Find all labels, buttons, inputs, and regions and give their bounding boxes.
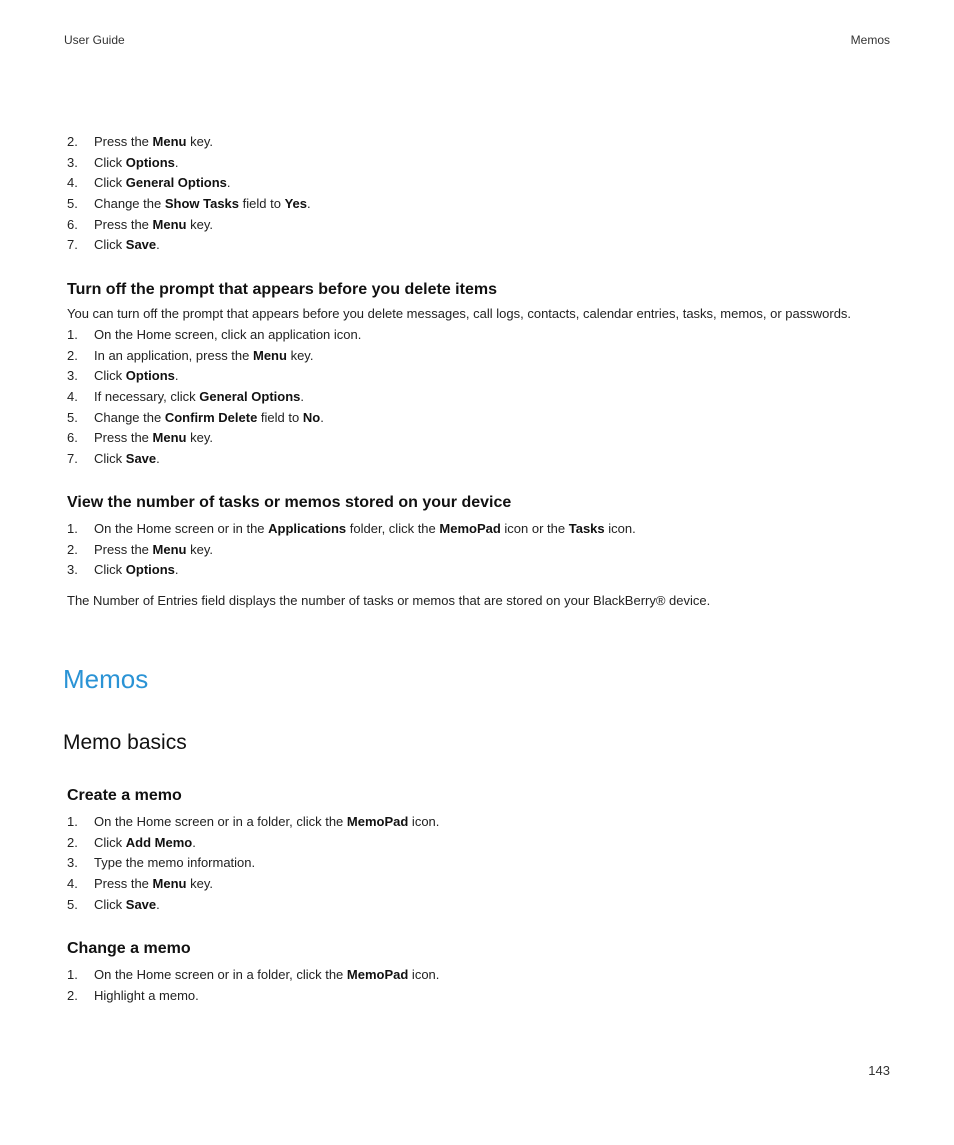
step-item xyxy=(67,853,439,874)
step-text: On the Home screen or in a folder, click the xyxy=(94,967,347,982)
step-item xyxy=(67,346,361,367)
step-number: 1. xyxy=(67,327,78,342)
ui-term: Options xyxy=(125,368,175,384)
step-item xyxy=(67,325,361,346)
step-text: . xyxy=(174,368,179,384)
ui-term: Options xyxy=(125,562,175,578)
running-header-right: Memos xyxy=(850,33,890,47)
step-text: On the Home screen or in the xyxy=(94,521,269,536)
step-text: Highlight a memo. xyxy=(94,987,199,1003)
step-number: 1. xyxy=(67,967,78,982)
step-text: icon or the xyxy=(500,521,569,536)
step-number: 6. xyxy=(67,216,78,232)
change-memo-heading: Change a memo xyxy=(67,940,191,957)
step-number: 3. xyxy=(67,368,78,384)
step-item xyxy=(67,986,439,1007)
count-section-note: The Number of Entries field displays the number of tasks or memos that are stored on your BlackBerry® device. xyxy=(67,593,711,608)
step-text: . xyxy=(226,175,231,191)
step-number: 2. xyxy=(67,347,78,363)
ui-term: MemoPad xyxy=(346,967,409,982)
ui-term: Show Tasks xyxy=(164,196,240,212)
step-text: icon. xyxy=(408,814,440,829)
step-item xyxy=(67,519,636,540)
change-memo-steps xyxy=(67,965,439,1006)
step-text: field to xyxy=(239,196,285,212)
step-number: 2. xyxy=(67,541,78,557)
ui-term: General Options xyxy=(199,389,301,405)
step-text: key. xyxy=(186,541,213,557)
step-text: . xyxy=(174,154,179,170)
step-item xyxy=(67,215,311,236)
step-item xyxy=(67,874,439,895)
prompt-steps-list xyxy=(67,325,361,470)
step-number: 7. xyxy=(67,451,78,467)
step-text: . xyxy=(156,451,160,467)
step-item xyxy=(67,408,361,429)
step-text: Press the xyxy=(94,430,153,446)
step-number: 5. xyxy=(67,409,78,425)
ui-term: General Options xyxy=(125,175,227,191)
step-item xyxy=(67,235,311,256)
step-text: Press the xyxy=(94,876,153,892)
step-item xyxy=(67,812,439,833)
step-number: 2. xyxy=(67,834,78,850)
step-number: 3. xyxy=(67,154,78,170)
step-text: key. xyxy=(186,134,213,149)
step-number: 3. xyxy=(67,855,78,871)
count-section-heading: View the number of tasks or memos stored on your device xyxy=(67,494,512,511)
step-item xyxy=(67,387,361,408)
ui-term: Options xyxy=(125,154,175,170)
ui-term: Menu xyxy=(152,876,187,892)
step-item xyxy=(67,153,311,174)
step-text: folder, click the xyxy=(346,521,440,536)
prompt-section-intro: You can turn off the prompt that appears before you delete messages, call logs, contacts, calendar entries, tasks, memos, or passwords. xyxy=(67,306,852,321)
step-text: key. xyxy=(186,430,213,446)
ui-term: Applications xyxy=(268,521,347,536)
step-text: On the Home screen or in a folder, click the xyxy=(94,814,347,829)
step-item xyxy=(67,895,439,916)
step-text: Press the xyxy=(94,134,153,149)
step-number: 6. xyxy=(67,430,78,446)
step-number: 2. xyxy=(67,134,78,149)
step-text: . xyxy=(174,562,179,578)
step-text: key. xyxy=(186,876,213,892)
step-text: Change the xyxy=(94,196,165,212)
step-number: 5. xyxy=(67,896,78,912)
step-item xyxy=(67,366,361,387)
step-text: Click xyxy=(94,562,126,578)
step-text: Type the memo information. xyxy=(94,855,256,871)
step-item xyxy=(67,194,311,215)
step-text: In an application, press the xyxy=(94,347,253,363)
step-item xyxy=(67,833,439,854)
ui-term: Menu xyxy=(152,134,187,149)
step-number: 4. xyxy=(67,175,78,191)
step-number: 4. xyxy=(67,876,78,892)
ui-term: Yes xyxy=(284,196,307,212)
step-text: Press the xyxy=(94,216,153,232)
step-item xyxy=(67,173,311,194)
ui-term: Menu xyxy=(152,541,187,557)
step-number: 1. xyxy=(67,814,78,829)
prompt-section-heading: Turn off the prompt that appears before you delete items xyxy=(67,281,497,298)
step-text: . xyxy=(192,834,196,850)
step-text: If necessary, click xyxy=(94,389,200,405)
step-number: 2. xyxy=(67,987,78,1003)
step-text: Click xyxy=(94,834,126,850)
ui-term: Save xyxy=(125,451,157,467)
ui-term: Menu xyxy=(152,216,187,232)
create-memo-heading: Create a memo xyxy=(67,787,182,804)
ui-term: Menu xyxy=(253,347,287,363)
running-header-left: User Guide xyxy=(64,33,125,47)
step-text: field to xyxy=(257,409,303,425)
step-text: Press the xyxy=(94,541,153,557)
ui-term: MemoPad xyxy=(439,521,501,536)
page-number: 143 xyxy=(868,1063,890,1078)
step-text: Click xyxy=(94,451,126,467)
step-text: Click xyxy=(94,896,126,912)
ui-term: Tasks xyxy=(568,521,605,536)
step-text: Click xyxy=(94,237,126,253)
step-number: 5. xyxy=(67,196,78,212)
step-item xyxy=(67,540,636,561)
create-memo-steps xyxy=(67,812,439,915)
step-text: . xyxy=(306,196,311,212)
step-item xyxy=(67,132,311,153)
step-text: Click xyxy=(94,154,126,170)
ui-term: No xyxy=(302,409,321,425)
step-item xyxy=(67,965,439,986)
step-number: 7. xyxy=(67,237,78,253)
step-text: icon. xyxy=(408,967,440,982)
ui-term: Save xyxy=(125,896,157,912)
ui-term: Add Memo xyxy=(125,834,193,850)
step-text: icon. xyxy=(604,521,636,536)
step-text: key. xyxy=(186,216,213,232)
step-text: . xyxy=(156,237,160,253)
count-steps-list xyxy=(67,519,636,581)
step-text: Click xyxy=(94,175,126,191)
step-text: . xyxy=(320,409,324,425)
ui-term: Confirm Delete xyxy=(164,409,258,425)
step-text: key. xyxy=(286,347,314,363)
step-number: 4. xyxy=(67,389,78,405)
ui-term: Menu xyxy=(152,430,187,446)
step-number: 3. xyxy=(67,562,78,578)
step-text: On the Home screen, click an application icon. xyxy=(94,327,362,342)
step-item xyxy=(67,560,636,581)
step-number: 1. xyxy=(67,521,78,536)
step-text: Click xyxy=(94,368,126,384)
chapter-title: Memos xyxy=(63,664,149,694)
intro-steps-list xyxy=(67,132,311,256)
subchapter-title: Memo basics xyxy=(63,731,187,754)
step-text: . xyxy=(156,896,160,912)
step-item xyxy=(67,449,361,470)
ui-term: Save xyxy=(125,237,157,253)
step-text: Change the xyxy=(94,409,165,425)
step-text: . xyxy=(300,389,304,405)
step-item xyxy=(67,428,361,449)
ui-term: MemoPad xyxy=(346,814,409,829)
